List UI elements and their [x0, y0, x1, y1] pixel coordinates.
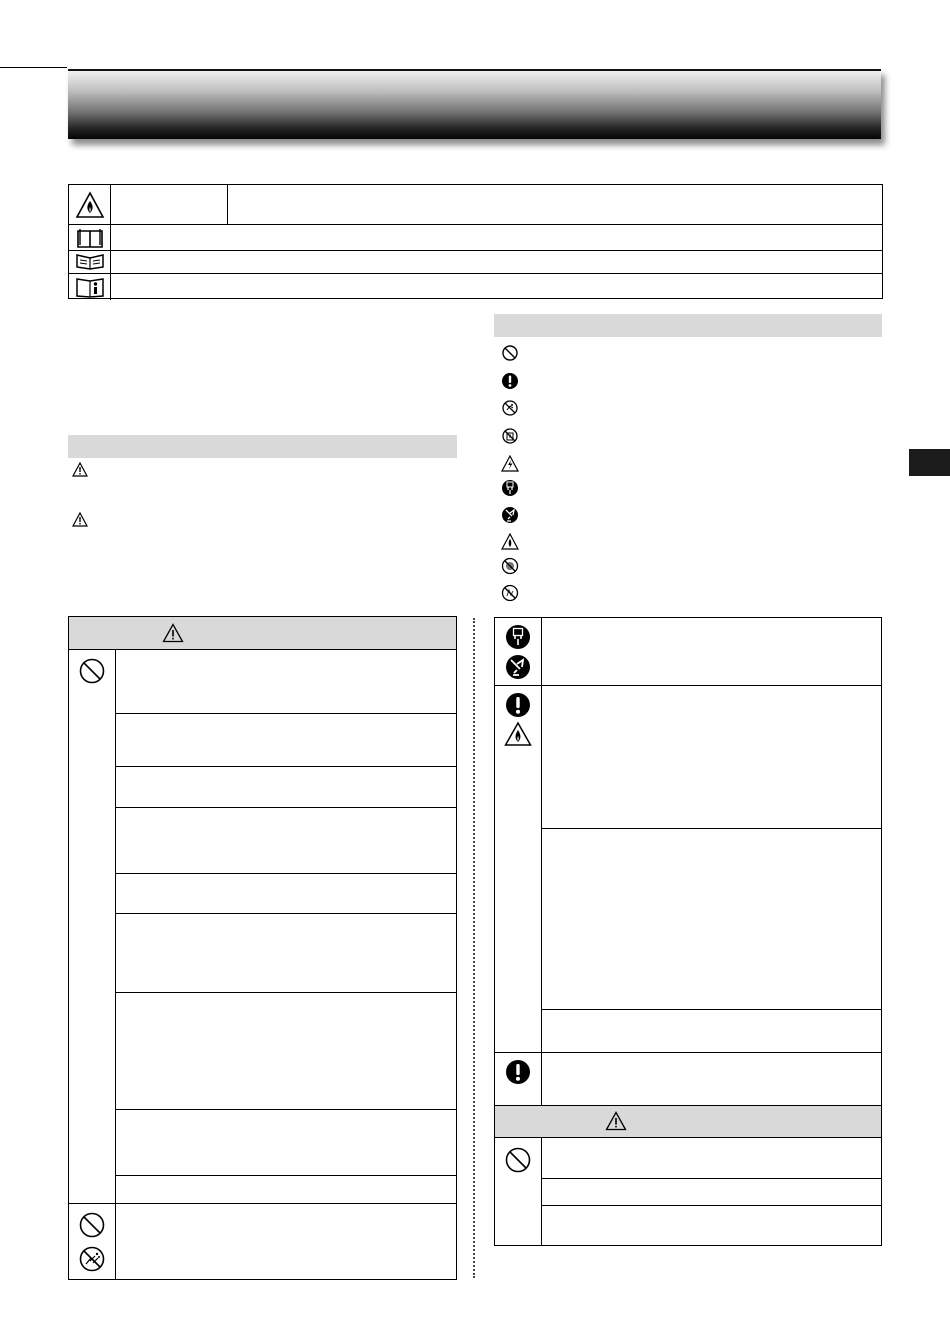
symbols-table: [68, 184, 883, 299]
flammable-warning-icon: [69, 185, 111, 224]
icon-column-divider: [541, 618, 542, 1106]
column-separator: [473, 618, 475, 1278]
prohibited-icon: [504, 1146, 532, 1174]
legend-item: [500, 453, 880, 473]
prohibited-icon: [500, 343, 520, 363]
top-rule: [0, 67, 67, 68]
legend-item: [500, 398, 880, 418]
information-book-icon: [69, 273, 111, 300]
symbols-row-info: [69, 273, 882, 300]
icon-column-divider: [541, 1137, 542, 1246]
caution-triangle-icon: [605, 1111, 627, 1131]
legend-item: [500, 583, 880, 603]
caution-table: [494, 1105, 882, 1246]
no-water-spray-icon: [78, 1245, 106, 1273]
row-divider: [115, 873, 456, 874]
unplug-icon: [500, 478, 520, 498]
section-title-banner: [68, 69, 881, 139]
legend-item: [500, 531, 880, 551]
fire-hazard-icon: [504, 721, 532, 747]
read-manual-icon: [69, 225, 111, 250]
group-divider: [495, 1052, 881, 1053]
legend-item: [500, 343, 880, 363]
icon-column-divider: [115, 649, 116, 1280]
symbols-row-service: [69, 249, 882, 274]
legend-item: [500, 371, 880, 391]
warning-triangle-icon: [162, 623, 184, 643]
earth-ground-icon: [505, 654, 531, 680]
group-divider: [495, 685, 881, 686]
warning-triangle-icon: [72, 462, 88, 477]
caution-triangle-icon: [72, 512, 88, 527]
no-touch-icon: [500, 583, 520, 603]
caution-table-header: [495, 1106, 881, 1138]
warning-level-item: [72, 462, 457, 482]
chapter-side-tab: [909, 449, 950, 476]
legend-item: [500, 505, 880, 525]
row-divider: [115, 992, 456, 993]
earth-ground-icon: [500, 505, 520, 525]
warning-table-header: [69, 617, 456, 650]
legend-item: [500, 478, 880, 498]
row-divider: [541, 1009, 881, 1010]
service-manual-icon: [69, 249, 111, 273]
row-divider: [541, 1178, 881, 1179]
intro-text: [68, 315, 458, 415]
row-divider: [541, 828, 881, 829]
group-divider: [69, 1203, 456, 1204]
row-divider: [115, 1109, 456, 1110]
prohibited-icon: [78, 1211, 106, 1239]
legend-item: [500, 556, 880, 576]
row-divider: [115, 713, 456, 714]
warning-table-left: [68, 616, 457, 1280]
mandatory-icon: [505, 692, 531, 718]
warning-table-right: [494, 617, 882, 1106]
row-divider: [115, 807, 456, 808]
no-wet-hands-icon: [500, 398, 520, 418]
legend-item: [500, 426, 880, 446]
mandatory-icon: [500, 371, 520, 391]
row-divider: [541, 1205, 881, 1206]
do-not-disassemble-icon: [500, 556, 520, 576]
fire-hazard-icon: [500, 531, 520, 551]
electric-shock-icon: [500, 453, 520, 473]
symbol-legend-header: [494, 314, 882, 337]
row-divider: [115, 1175, 456, 1176]
prohibited-icon: [78, 657, 106, 685]
row-divider: [115, 766, 456, 767]
warning-levels-header: [68, 435, 457, 458]
symbols-row-divider: [227, 185, 228, 224]
caution-level-item: [72, 512, 457, 532]
no-water-icon: [500, 426, 520, 446]
unplug-icon: [505, 624, 531, 650]
symbols-row-manual: [69, 224, 882, 251]
symbols-row-flammable: [69, 185, 882, 225]
row-divider: [115, 913, 456, 914]
mandatory-icon: [505, 1059, 531, 1085]
